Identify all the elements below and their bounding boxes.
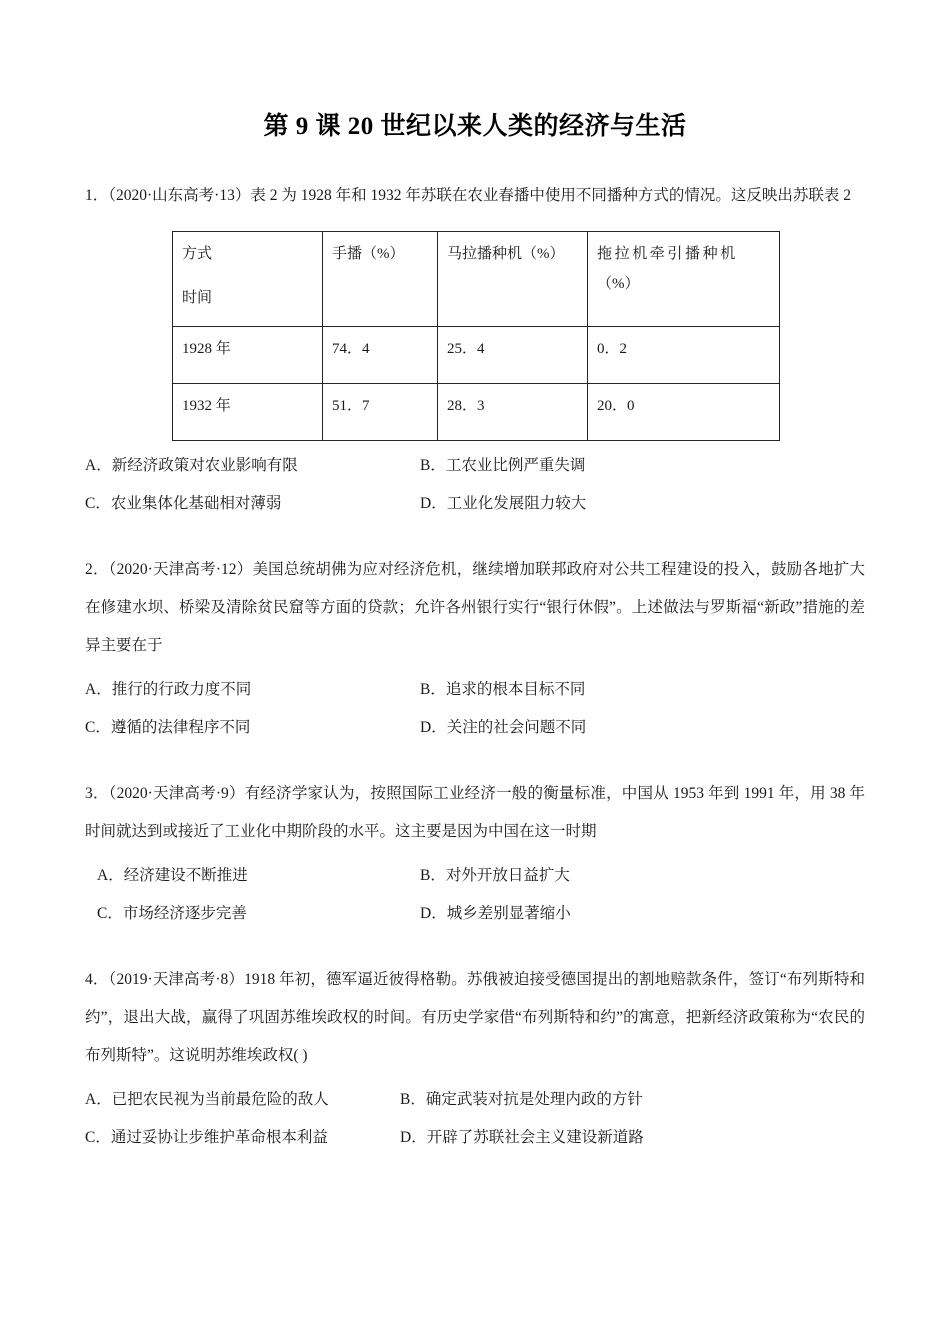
question-2 bbox=[85, 523, 865, 747]
table-cell-tractor: 20．0 bbox=[588, 384, 780, 441]
table-header-hand-sowing bbox=[323, 232, 438, 327]
table-cell-tractor: 0．2 bbox=[588, 327, 780, 384]
table-cell-year: 1928 年 bbox=[173, 327, 323, 384]
option-row bbox=[85, 709, 865, 747]
document-content bbox=[85, 0, 865, 1157]
question-4-option-c[interactable]: C．通过妥协让步维护革命根本利益 bbox=[85, 1129, 328, 1146]
table-cell-horse: 28．3 bbox=[438, 384, 588, 441]
table-cell-hand: 51．7 bbox=[323, 384, 438, 441]
question-2-stem: 2．（2020·天津高考·12）美国总统胡佛为应对经济危机，继续增加联邦政府对公共工程建设的投入，鼓励各地扩大在修建水坝、桥梁及清除贫民窟等方面的贷款；允许各州银行实行“银行休假”。上述做法与罗斯福“新政”措施的差异主要在于 bbox=[85, 561, 865, 654]
question-1-option-a[interactable]: A．新经济政策对农业影响有限 bbox=[85, 457, 298, 474]
option-row bbox=[97, 857, 865, 895]
question-1-options bbox=[85, 447, 865, 523]
question-4-options bbox=[85, 1081, 865, 1157]
table-row bbox=[173, 384, 780, 441]
question-3-option-b[interactable]: B．对外开放日益扩大 bbox=[420, 867, 570, 884]
table-header-row bbox=[173, 232, 780, 327]
table-container bbox=[85, 215, 865, 441]
question-2-option-a[interactable]: A．推行的行政力度不同 bbox=[85, 681, 252, 698]
table-corner-label-method: 方式 bbox=[182, 246, 213, 262]
question-2-option-c[interactable]: C．遵循的法律程序不同 bbox=[85, 719, 251, 736]
question-3-stem: 3．（2020·天津高考·9）有经济学家认为，按照国际工业经济一般的衡量标准，中国从 1953 年到 1991 年，用 38 年时间就达到或接近了工业化中期阶段的水平。这主要是因为中国在这一时期 bbox=[85, 785, 865, 840]
option-row bbox=[85, 485, 865, 523]
question-4-stem: 4．（2019·天津高考·8）1918 年初，德军逼近彼得格勒。苏俄被迫接受德国提出的割地赔款条件，签订“布列斯特和约”，退出大战，赢得了巩固苏维埃政权的时间。有历史学家借“布列斯特和约”的寓意，把新经济政策称为“农民的布列斯特”。这说明苏维埃政权( ) bbox=[85, 971, 865, 1064]
question-1-option-c[interactable]: C．农业集体化基础相对薄弱 bbox=[85, 495, 282, 512]
question-3 bbox=[85, 747, 865, 933]
question-4-option-a[interactable]: A．已把农民视为当前最危险的敌人 bbox=[85, 1091, 329, 1108]
sowing-methods-table bbox=[172, 231, 780, 441]
option-row bbox=[85, 1081, 865, 1119]
table-cell-year: 1932 年 bbox=[173, 384, 323, 441]
page-title: 第 9 课 20 世纪以来人类的经济与生活 bbox=[263, 113, 687, 140]
question-3-option-c[interactable]: C．市场经济逐步完善 bbox=[97, 905, 247, 922]
question-4 bbox=[85, 933, 865, 1157]
option-row bbox=[85, 1119, 865, 1157]
question-4-option-d[interactable]: D．开辟了苏联社会主义建设新道路 bbox=[400, 1129, 644, 1146]
question-1-option-d[interactable]: D．工业化发展阻力较大 bbox=[420, 495, 587, 512]
table-header-tractor-drawn bbox=[588, 232, 780, 327]
table-header-horse-drawn-label: 马拉播种机（%） bbox=[447, 246, 565, 262]
table-header-tractor-drawn-unit: （%） bbox=[597, 276, 640, 292]
option-row bbox=[85, 447, 865, 485]
question-2-option-d[interactable]: D．关注的社会问题不同 bbox=[420, 719, 587, 736]
option-row bbox=[85, 671, 865, 709]
question-3-option-a[interactable]: A．经济建设不断推进 bbox=[97, 867, 248, 884]
question-3-option-d[interactable]: D．城乡差别显著缩小 bbox=[420, 905, 571, 922]
table-corner-cell bbox=[173, 232, 323, 327]
question-1-option-b[interactable]: B．工农业比例严重失调 bbox=[420, 457, 586, 474]
question-1-stem: 1．（2020·山东高考·13）表 2 为 1928 年和 1932 年苏联在农业春播中使用不同播种方式的情况。这反映出苏联表 2 bbox=[85, 187, 851, 204]
question-4-option-b[interactable]: B．确定武装对抗是处理内政的方针 bbox=[400, 1091, 643, 1108]
table-header-horse-drawn bbox=[438, 232, 588, 327]
question-2-options bbox=[85, 671, 865, 747]
question-3-options bbox=[85, 857, 865, 933]
question-1 bbox=[85, 144, 865, 523]
table-row bbox=[173, 327, 780, 384]
table-header-hand-sowing-label: 手播（%） bbox=[332, 246, 405, 262]
table-cell-horse: 25．4 bbox=[438, 327, 588, 384]
table-corner-label-time: 时间 bbox=[182, 290, 213, 306]
table-header-tractor-drawn-label: 拖拉机牵引播种机 bbox=[597, 246, 738, 262]
option-row bbox=[97, 895, 865, 933]
question-2-option-b[interactable]: B．追求的根本目标不同 bbox=[420, 681, 586, 698]
table-cell-hand: 74．4 bbox=[323, 327, 438, 384]
